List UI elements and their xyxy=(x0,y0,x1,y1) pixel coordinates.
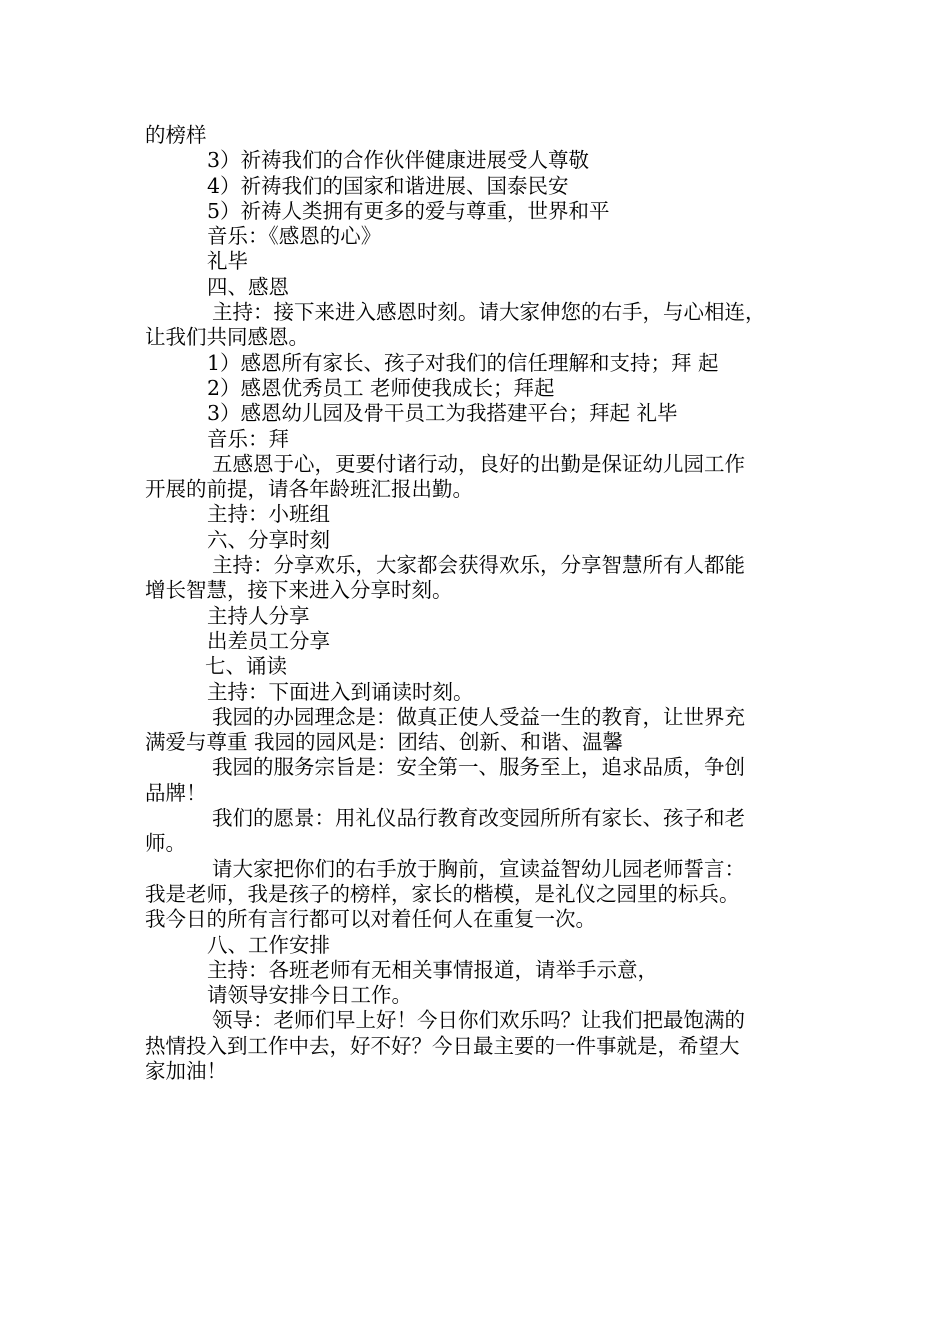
section-heading: 八、工作安排 xyxy=(207,932,330,957)
text-line: 请领导安排今日工作。 xyxy=(207,983,412,1008)
text-line: 4）祈祷我们的国家和谐进展、国泰民安 xyxy=(207,173,569,198)
text-line: 五感恩于心，更要付诸行动，良好的出勤是保证幼儿园工作 xyxy=(212,451,745,476)
text-line: 2）感恩优秀员工 老师使我成长；拜起 xyxy=(207,375,555,400)
text-line: 我园的服务宗旨是：安全第一、服务至上，追求品质，争创 xyxy=(212,755,745,780)
text-line: 主持：接下来进入感恩时刻。请大家伸您的右手，与心相连， xyxy=(212,300,766,325)
text-line: 主持：各班老师有无相关事情报道，请举手示意， xyxy=(207,957,658,982)
text-line: 礼毕 xyxy=(207,249,248,274)
text-line: 5）祈祷人类拥有更多的爱与尊重，世界和平 xyxy=(207,198,610,223)
text-line: 音乐：《感恩的心》 xyxy=(207,224,382,249)
section-heading: 六、分享时刻 xyxy=(207,527,330,552)
text-line: 请大家把你们的右手放于胸前，宣读益智幼儿园老师誓言： xyxy=(212,856,745,881)
text-line: 领导：老师们早上好！今日你们欢乐吗？让我们把最饱满的 xyxy=(212,1008,745,1033)
text-line: 我是老师，我是孩子的榜样，家长的楷模，是礼仪之园里的标兵。 xyxy=(145,881,740,906)
text-line: 3）祈祷我们的合作伙伴健康进展受人尊敬 xyxy=(207,148,590,173)
text-line: 满爱与尊重 我园的园风是：团结、创新、和谐、温馨 xyxy=(145,730,624,755)
text-line: 1）感恩所有家长、孩子对我们的信任理解和支持；拜 起 xyxy=(207,350,719,375)
text-line: 我园的办园理念是：做真正使人受益一生的教育，让世界充 xyxy=(212,704,745,729)
text-line: 师。 xyxy=(145,831,186,856)
text-line: 主持人分享 xyxy=(207,603,310,628)
text-line: 音乐：拜 xyxy=(207,426,289,451)
text-line: 3）感恩幼儿园及骨干员工为我搭建平台；拜起 礼毕 xyxy=(207,401,678,426)
text-line: 热情投入到工作中去，好不好？今日最主要的一件事就是，希望大 xyxy=(145,1033,740,1058)
section-heading: 七、诵读 xyxy=(205,654,287,679)
text-line: 主持：小班组 xyxy=(207,502,330,527)
document-body xyxy=(145,123,825,1084)
text-line: 家加油！ xyxy=(145,1058,227,1083)
text-line: 我今日的所有言行都可以对着任何人在重复一次。 xyxy=(145,907,596,932)
text-line: 增长智慧，接下来进入分享时刻。 xyxy=(145,578,453,603)
text-line: 主持：下面进入到诵读时刻。 xyxy=(207,679,474,704)
section-heading: 四、感恩 xyxy=(207,274,289,299)
text-line: 的榜样 xyxy=(145,123,207,147)
text-line: 出差员工分享 xyxy=(207,628,330,653)
text-line: 我们的愿景：用礼仪品行教育改变园所所有家长、孩子和老 xyxy=(212,806,745,831)
text-line: 开展的前提，请各年龄班汇报出勤。 xyxy=(145,477,473,502)
text-line: 品牌！ xyxy=(145,780,207,805)
text-line: 主持：分享欢乐，大家都会获得欢乐，分享智慧所有人都能 xyxy=(212,553,745,578)
text-line: 让我们共同感恩。 xyxy=(145,325,309,350)
